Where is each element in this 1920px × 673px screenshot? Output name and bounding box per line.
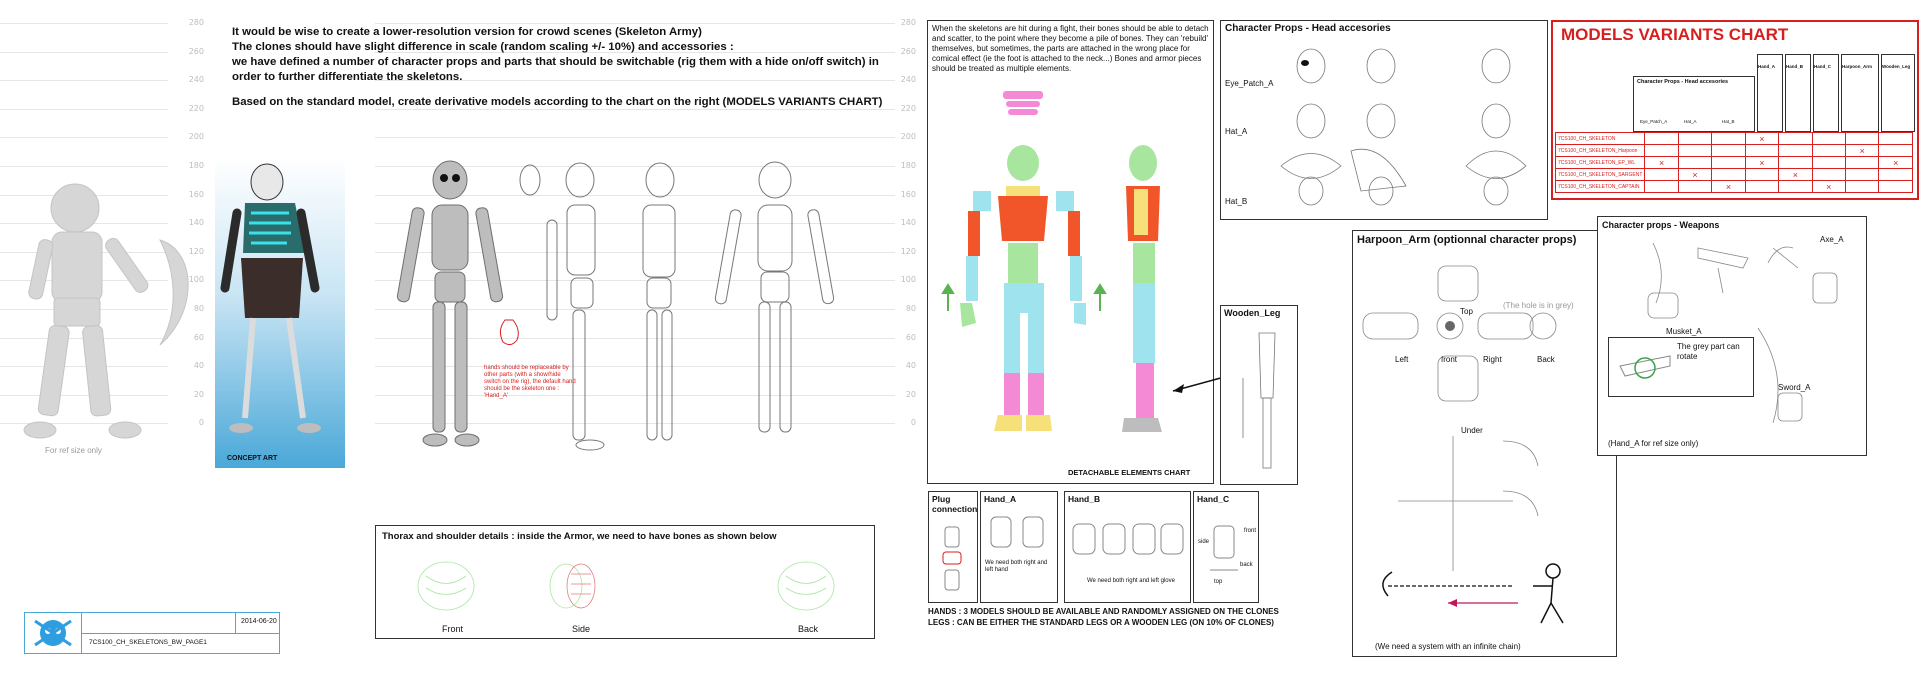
legs-note: LEGS : CAN BE EITHER THE STANDARD LEGS OR A WOODEN LEG (ON 10% OF CLONES) — [928, 618, 1274, 627]
ruler-tick: 140 — [188, 218, 204, 228]
thorax-label-back: Back — [798, 624, 819, 634]
intro-line-3: we have defined a number of character props and parts that should be switchable (rig them with a hide on/off switch) in — [232, 56, 879, 68]
ruler-tick: 80 — [905, 304, 916, 313]
hand-c-back: back — [1240, 562, 1253, 568]
hand-b-panel — [1064, 491, 1191, 603]
plug-connection-panel — [928, 491, 978, 603]
harpoon-under-label: Under — [1461, 426, 1483, 435]
intro-line-1: It would be wise to create a lower-resolution version for crowd scenes (Skeleton Army) — [232, 26, 702, 38]
ruler-tick: 260 — [188, 46, 204, 56]
ruler-tick: 100 — [188, 275, 204, 285]
title-block — [24, 612, 280, 654]
variant-col-harpoon-label: Harpoon_Arm — [1842, 64, 1873, 69]
variant-col-harpoon — [1841, 54, 1879, 132]
harpoon-view-right: Right — [1483, 355, 1502, 364]
intro-notes — [232, 25, 892, 110]
hand-a-panel — [980, 491, 1058, 603]
ruler-tick: 240 — [900, 75, 916, 85]
variant-cell — [1712, 145, 1745, 157]
head-accessories-sketches — [1281, 41, 1541, 216]
variant-cell — [1846, 157, 1879, 169]
weapons-title: Character props - Weapons — [1602, 220, 1720, 230]
variant-mark: × — [1645, 157, 1678, 169]
harpoon-top-label: Top — [1460, 307, 1473, 316]
harpoon-hole-note: (The hole is in grey) — [1503, 301, 1574, 310]
wooden-leg-title: Wooden_Leg — [1224, 308, 1281, 318]
concept-art-panel — [215, 158, 345, 468]
harpoon-chain-note: (We need a system with an infinite chain) — [1375, 642, 1521, 651]
ruler-tick: 60 — [193, 332, 204, 342]
variant-mark: × — [1779, 169, 1812, 181]
variant-col-hand-c-label: Hand_C — [1814, 64, 1832, 69]
variant-sub-eye-patch: Eye_Patch_A — [1640, 119, 1668, 124]
variant-cell — [1846, 133, 1879, 145]
ruler-tick: 20 — [193, 389, 204, 399]
variant-col-hand-b — [1785, 54, 1811, 132]
harpoon-view-front: front — [1441, 355, 1458, 364]
variant-cell — [1645, 169, 1678, 181]
ruler-tick: 240 — [188, 75, 204, 85]
ruler-tick: 160 — [188, 189, 204, 199]
wooden-leg-panel — [1220, 305, 1298, 485]
hand-b-title: Hand_B — [1068, 494, 1101, 504]
variant-cell — [1678, 133, 1711, 145]
label-eye-patch: Eye_Patch_A — [1225, 79, 1274, 88]
concept-art-label: CONCEPT ART — [227, 455, 278, 462]
variant-mark: × — [1846, 145, 1879, 157]
harpoon-view-back: Back — [1537, 355, 1555, 364]
variant-row — [1556, 181, 1913, 193]
variant-cell — [1779, 181, 1812, 193]
variant-row-name: 7CS100_CH_SKELETON_CAPTAIN — [1556, 181, 1645, 193]
harpoon-sketches — [1353, 251, 1616, 651]
variant-cell — [1812, 157, 1845, 169]
ruler-tick: 120 — [900, 246, 916, 256]
wooden-leg-sketch — [1231, 328, 1291, 478]
title-block-date: 2014-06-20 — [241, 618, 277, 625]
ref-size-label: For ref size only — [45, 446, 102, 455]
variant-mark: × — [1745, 133, 1778, 145]
hand-replace-note: hands should be replaceable by other parts (with a show/hide switch on the rig), the default hand should be the skeleton one : 'Hand_A' — [484, 365, 576, 399]
variant-col-wooden-leg — [1881, 54, 1915, 132]
variant-cell — [1879, 145, 1913, 157]
head-accessories-title: Character Props - Head accesories — [1225, 23, 1391, 34]
hand-c-title: Hand_C — [1197, 494, 1230, 504]
variant-col-hand-a-label: Hand_A — [1758, 64, 1776, 69]
detach-explanation: When the skeletons are hit during a fight, their bones should be able to detach and scatter, to the point where they become a pile of bones. They can 'rebuild' themselves, but sometimes, the parts are attached in the wrong place for comical effect (ie the foot is attached to the neck...) Bones and armor pieces should be treated as multiple elements. — [932, 24, 1209, 73]
head-accessories-panel — [1220, 20, 1548, 220]
variant-cell — [1846, 169, 1879, 181]
variant-row-name: 7CS100_CH_SKELETON_EP_WL — [1556, 157, 1645, 169]
intro-line-2: The clones should have slight difference in scale (random scaling +/- 10%) and accessories : — [232, 41, 734, 53]
ruler-tick: 140 — [900, 218, 916, 228]
intro-line-4: order to further differentiate the skeletons. — [232, 71, 463, 83]
weapons-sketches — [1598, 233, 1866, 433]
skull-logo-icon — [25, 613, 81, 653]
ruler-tick: 40 — [193, 361, 204, 371]
weapons-panel — [1597, 216, 1867, 456]
grey-part-note: The grey part can rotate — [1677, 342, 1740, 361]
variant-cell — [1712, 169, 1745, 181]
label-hat-a: Hat_A — [1225, 127, 1248, 136]
variant-cell — [1846, 181, 1879, 193]
title-block-logo — [25, 613, 82, 653]
ruler-tick: 120 — [188, 246, 204, 256]
hand-a-note: We need both right and left hand — [985, 560, 1048, 573]
thorax-sketches — [376, 556, 874, 626]
ruler-tick: 80 — [193, 304, 204, 313]
models-variants-panel — [1551, 20, 1919, 200]
variant-cell — [1779, 145, 1812, 157]
hand-a-sketch — [987, 512, 1051, 557]
variant-sub-hat-b: Hat_B — [1722, 119, 1735, 124]
variant-mark: × — [1745, 157, 1778, 169]
hand-c-front: front — [1244, 528, 1257, 534]
variant-row-name: 7CS100_CH_SKELETON_SARGENT — [1556, 169, 1645, 181]
ruler-tick: 60 — [905, 332, 916, 342]
ruler-tick: 160 — [900, 189, 916, 199]
ruler-guide-line — [0, 52, 168, 53]
ruler-guide-line — [0, 23, 168, 24]
ruler-tick: 0 — [910, 418, 916, 428]
ruler-guide-line — [375, 23, 895, 24]
variant-row — [1556, 133, 1913, 145]
variants-inner-title: Character Props - Head accesories — [1637, 79, 1729, 85]
variant-cell — [1745, 169, 1778, 181]
variants-title: MODELS VARIANTS CHART — [1561, 25, 1789, 44]
variant-col-hand-a — [1757, 54, 1783, 132]
variant-cell — [1812, 169, 1845, 181]
skeleton-turnaround-drawing — [375, 160, 885, 460]
reference-character-drawing — [10, 180, 210, 450]
label-hat-b: Hat_B — [1225, 197, 1248, 206]
hand-b-note: We need both right and left glove — [1087, 578, 1175, 584]
title-block-mid-rule — [81, 633, 279, 634]
detachable-elements-panel — [927, 20, 1214, 484]
thorax-label-front: Front — [442, 624, 464, 634]
variants-table — [1555, 132, 1913, 193]
concept-skeleton-drawing — [215, 158, 345, 468]
variant-cell — [1879, 169, 1913, 181]
variant-mark: × — [1678, 169, 1711, 181]
variant-cell — [1678, 145, 1711, 157]
ruler-tick: 220 — [188, 103, 204, 113]
thorax-label-side: Side — [572, 624, 591, 634]
hand-a-title: Hand_A — [984, 494, 1017, 504]
variant-mark: × — [1879, 157, 1913, 169]
variant-cell — [1745, 145, 1778, 157]
ruler-tick: 280 — [188, 18, 204, 27]
variant-cell — [1745, 181, 1778, 193]
skeleton-turnaround — [375, 160, 885, 460]
plug-sketch — [937, 522, 969, 597]
ruler-tick: 180 — [900, 161, 916, 170]
variant-sub-hat-a: Hat_A — [1684, 119, 1697, 124]
ruler-guide-line — [0, 166, 168, 167]
hand-ref-note: (Hand_A for ref size only) — [1608, 439, 1699, 448]
variant-mark: × — [1712, 181, 1745, 193]
variant-cell — [1779, 133, 1812, 145]
ruler-tick: 260 — [900, 46, 916, 56]
hand-c-sketch — [1210, 522, 1240, 577]
ruler-tick: 220 — [900, 103, 916, 113]
title-block-code: 7CS100_CH_SKELETONS_BW_PAGE1 — [89, 639, 207, 646]
hand-c-side: side — [1198, 539, 1210, 545]
title-block-date-cell — [235, 613, 280, 634]
ruler-tick: 0 — [198, 418, 204, 428]
variant-col-wooden-leg-label: Wooden_Leg — [1882, 64, 1911, 69]
ruler-guide-line — [0, 109, 168, 110]
variants-inner-box — [1633, 76, 1755, 132]
axe-label: Axe_A — [1820, 235, 1844, 244]
detachable-skeleton-drawing — [928, 91, 1213, 451]
variant-col-hand-b-label: Hand_B — [1786, 64, 1804, 69]
variant-cell — [1779, 157, 1812, 169]
variant-row — [1556, 157, 1913, 169]
hand-b-sketch — [1071, 514, 1186, 564]
variant-cell — [1678, 157, 1711, 169]
ruler-tick: 40 — [905, 361, 916, 371]
sword-label: Sword_A — [1778, 383, 1811, 392]
musket-label: Musket_A — [1666, 327, 1702, 336]
hand-c-top: top — [1214, 579, 1223, 585]
ruler-guide-line — [375, 137, 895, 138]
variant-cell — [1812, 133, 1845, 145]
variant-cell — [1879, 181, 1913, 193]
ruler-tick: 280 — [900, 18, 916, 27]
variant-row-name: 7CS100_CH_SKELETON_Harpoon — [1556, 145, 1645, 157]
variant-row — [1556, 169, 1913, 181]
ruler-tick: 100 — [900, 275, 916, 285]
harpoon-title: Harpoon_Arm (optionnal character props) — [1357, 234, 1577, 246]
ruler-guide-line — [0, 80, 168, 81]
variant-mark: × — [1812, 181, 1845, 193]
harpoon-arm-panel — [1352, 230, 1617, 657]
detach-caption: DETACHABLE ELEMENTS CHART — [1068, 468, 1191, 477]
variant-cell — [1645, 133, 1678, 145]
ruler-guide-line — [0, 137, 168, 138]
thorax-title: Thorax and shoulder details : inside the Armor, we need to have bones as shown below — [382, 531, 777, 542]
variant-cell — [1712, 133, 1745, 145]
variant-row-name: 7CS100_CH_SKELETON — [1556, 133, 1645, 145]
ruler-tick: 200 — [900, 132, 916, 142]
variant-cell — [1645, 181, 1678, 193]
plug-title: Plug connection — [932, 494, 978, 514]
hand-c-panel — [1193, 491, 1259, 603]
variant-cell — [1712, 157, 1745, 169]
hands-note: HANDS : 3 MODELS SHOULD BE AVAILABLE AND RANDOMLY ASSIGNED ON THE CLONES — [928, 607, 1279, 616]
intro-line-5: Based on the standard model, create derivative models according to the chart on the right (MODELS VARIANTS CHART) — [232, 96, 883, 108]
variant-cell — [1678, 181, 1711, 193]
variant-cell — [1812, 145, 1845, 157]
ruler-tick: 20 — [905, 389, 916, 399]
variant-cell — [1879, 133, 1913, 145]
ruler-tick: 200 — [188, 132, 204, 142]
variant-cell — [1645, 145, 1678, 157]
reference-character — [10, 180, 210, 450]
ruler-tick: 180 — [188, 161, 204, 170]
harpoon-view-left: Left — [1395, 355, 1409, 364]
variant-row — [1556, 145, 1913, 157]
variant-col-hand-c — [1813, 54, 1839, 132]
thorax-details-panel — [375, 525, 875, 639]
